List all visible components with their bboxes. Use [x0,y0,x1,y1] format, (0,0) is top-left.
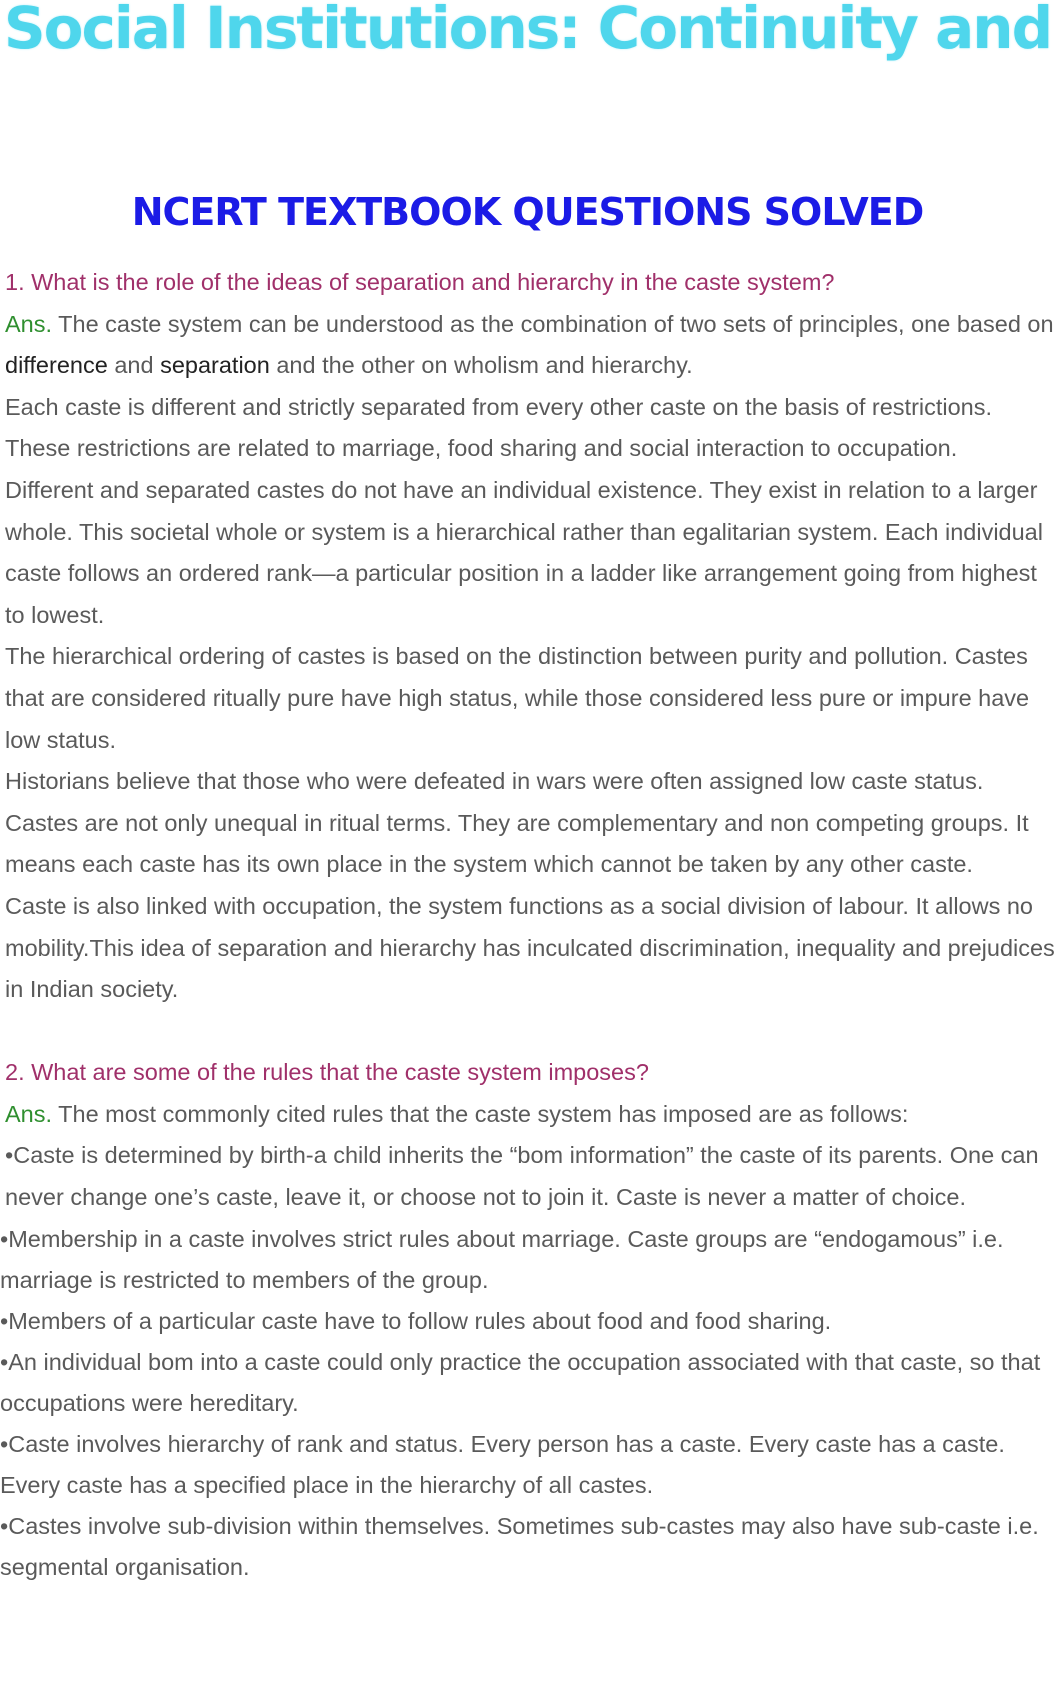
question-1: 1. What is the role of the ideas of separation and hierarchy in the caste system? [5,269,835,295]
page-title: Social Institutions: Continuity and [3,0,1052,62]
answer-1-paragraph: Historians believe that those who were defeated in wars were often assigned low caste status. [5,768,984,795]
answer-1-paragraph: Different and separated castes do not have an individual existence. They exist in relation to a larger whole. This societal whole or system is a hierarchical rather than egalitarian system. Each individual caste follows an ordered rank—a particular position in a ladder like arrangement going from highest to lowest. [5,476,1043,628]
spacer [5,1011,1055,1053]
answer-1-intro-and: and [114,352,154,379]
rule-bullet: •Castes involve sub-division within themselves. Sometimes sub-castes may also have sub-caste i.e. segmental organisation. [0,1512,1039,1580]
answer-1-paragraph: Caste is also linked with occupation, the system functions as a social division of labour. It allows no mobility.This idea of separation and hierarchy has inculcated discrimination, inequality and prejudices in Indian society. [5,892,1055,1003]
answer-1-intro [5,304,1055,387]
section-heading: NCERT TEXTBOOK QUESTIONS SOLVED [131,190,924,234]
term-difference: difference [5,352,108,379]
answer-2-intro-text: The most commonly cited rules that the caste system has imposed are as follows: [58,1100,909,1127]
answer-1-paragraph: Each caste is different and strictly separated from every other caste on the basis of restrictions. These restrictions are related to marriage, food sharing and social interaction to occupation. [5,393,993,462]
answer-1-paragraph: The hierarchical ordering of castes is based on the distinction between purity and pollution. Castes that are considered ritually pure have high status, while those considered less pure or impure have low status. [5,643,1030,753]
rule-bullet: •Members of a particular caste have to follow rules about food and food sharing. [0,1307,832,1334]
question-2: 2. What are some of the rules that the caste system imposes? [5,1059,649,1086]
answer-label: Ans. [5,1100,53,1127]
rule-bullet: •Caste is determined by birth-a child inherits the “bom information” the caste of its parents. One can never change one’s caste, leave it, or choose not to join it. Caste is never a matter of choice. [5,1142,1039,1211]
document-body [0,262,1055,1588]
rule-bullet: •Membership in a caste involves strict rules about marriage. Caste groups are “endogamous” i.e. marriage is restricted to members of the group. [0,1225,1004,1293]
answer-1-paragraph: Castes are not only unequal in ritual terms. They are complementary and non competing groups. It means each caste has its own place in the system which cannot be taken by any other caste. [5,809,1029,878]
answer-1-intro-text-a: The caste system can be understood as the combination of two sets of principles, one based on [58,310,1054,337]
answer-1-intro-text-b: and the other on wholism and hierarchy. [276,352,693,379]
rule-bullet: •An individual bom into a caste could only practice the occupation associated with that caste, so that occupations were hereditary. [0,1348,1041,1416]
term-separation: separation [160,352,270,379]
rule-bullet: •Caste involves hierarchy of rank and status. Every person has a caste. Every caste has a caste. Every caste has a specified place in the hierarchy of all castes. [0,1430,1005,1498]
answer-label: Ans. [5,310,53,337]
answer-2-intro [5,1094,1055,1136]
